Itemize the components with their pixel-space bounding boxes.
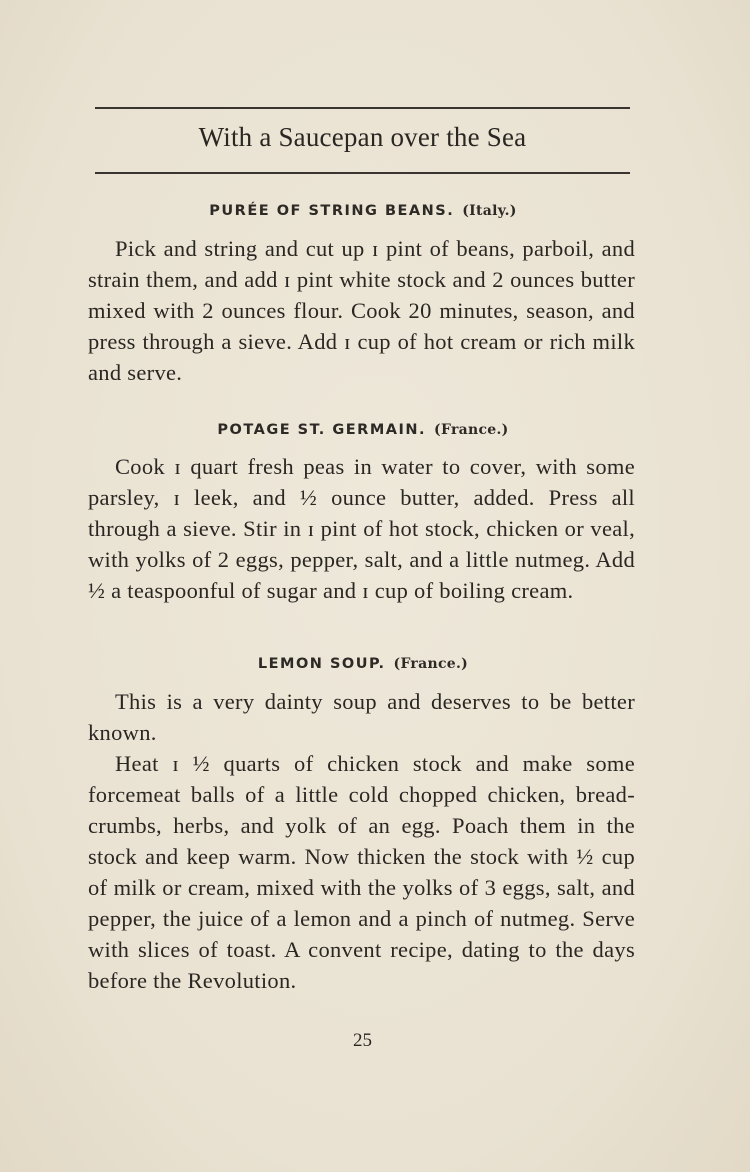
recipe-title-potage-st-germain [88,422,638,438]
page-number: 25 [353,1030,372,1051]
running-head: With a Saucepan over the Sea [198,122,527,152]
recipe-origin: (France.) [434,422,509,438]
recipe-intro-lemon-soup: This is a very dainty soup and deserves to be better known. [88,689,635,745]
recipe-origin: (France.) [393,656,469,672]
recipe-body-lemon-soup: Heat ɪ ½ quarts of chicken stock and make some forcemeat balls of a little cold chopped chicken, bread-crumbs, herbs, and yolk of an egg. Poach them in the stock and keep warm. Now thicken the stock with ½ cup of milk or cream, mixed with the yolks of 3 eggs, salt, and pepper, the juice of a lemon and a pinch of nutmeg. Serve with slices of toast. A convent recipe, dating to the days before the Revolution. [88,751,635,993]
recipe-body-puree-of-string-beans: Pick and string and cut up ɪ pint of beans, parboil, and strain them, and add ɪ pint white stock and 2 ounces butter mixed with 2 ounces flour. Cook 20 minutes, season, and press through a sieve. Add ɪ cup of hot cream or rich milk and serve. [88,236,635,385]
recipe-title-lemon-soup [88,656,638,672]
header-rule-bottom [95,172,630,174]
recipe-body-potage-st-germain: Cook ɪ quart fresh peas in water to cover, with some parsley, ɪ leek, and ½ ounce butter, added. Press all through a sieve. Stir in ɪ pint of hot stock, chicken or veal, with yolks of 2 eggs, pepper, salt, and a little nutmeg. Add ½ a teaspoonful of sugar and ɪ cup of boiling cream. [88,454,635,603]
header-rule-top [95,107,630,109]
recipe-title-text: LEMON SOUP. [257,656,386,672]
recipe-title-puree-of-string-beans [88,203,638,219]
recipe-title-text: PURÉE OF STRING BEANS. [209,203,455,219]
recipe-origin: (Italy.) [462,203,517,219]
recipe-title-text: POTAGE ST. GERMAIN. [217,422,427,438]
